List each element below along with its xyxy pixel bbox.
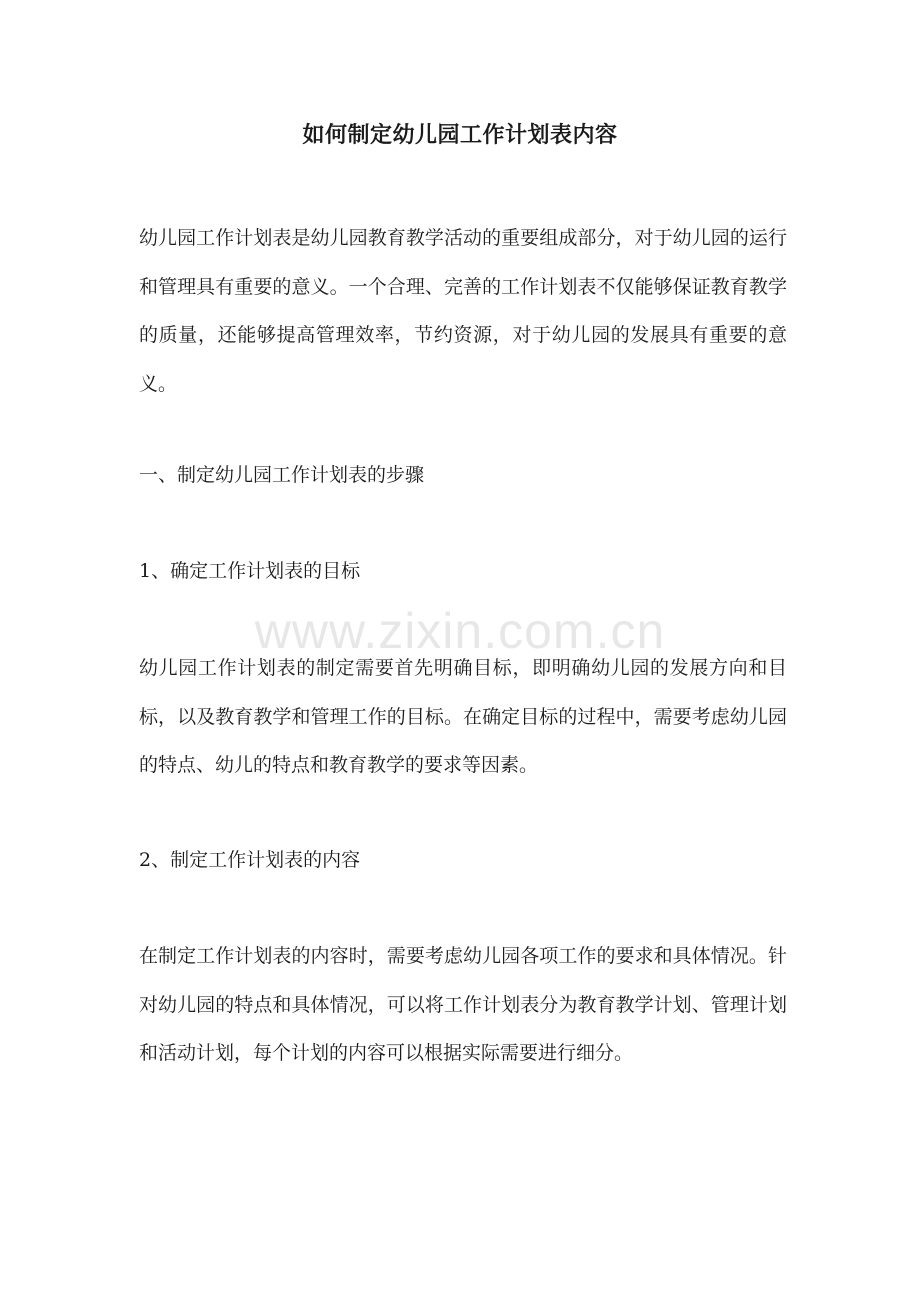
document-title: 如何制定幼儿园工作计划表内容 <box>302 122 618 148</box>
paragraph-goal: 幼儿园工作计划表的制定需要首先明确目标，即明确幼儿园的发展方向和目标，以及教育教学和管理工作的目标。在确定目标的过程中，需要考虑幼儿园的特点、幼儿的特点和教育教学的要求等因素。 <box>139 657 787 776</box>
intro-paragraph: 幼儿园工作计划表是幼儿园教育教学活动的重要组成部分，对于幼儿园的运行和管理具有重要的意义。一个合理、完善的工作计划表不仅能够保证教育教学的质量，还能够提高管理效率，节约资源，对于幼儿园的发展具有重要的意义。 <box>139 227 787 395</box>
section-heading: 一、制定幼儿园工作计划表的步骤 <box>139 464 425 486</box>
sub-heading-2: 2、制定工作计划表的内容 <box>139 849 361 871</box>
watermark: www.zixin.com.cn <box>254 603 666 659</box>
paragraph-content: 在制定工作计划表的内容时，需要考虑幼儿园各项工作的要求和具体情况。针对幼儿园的特点和具体情况，可以将工作计划表分为教育教学计划、管理计划和活动计划，每个计划的内容可以根据实际需要进行细分。 <box>139 945 787 1064</box>
sub-heading-1: 1、确定工作计划表的目标 <box>139 560 361 582</box>
